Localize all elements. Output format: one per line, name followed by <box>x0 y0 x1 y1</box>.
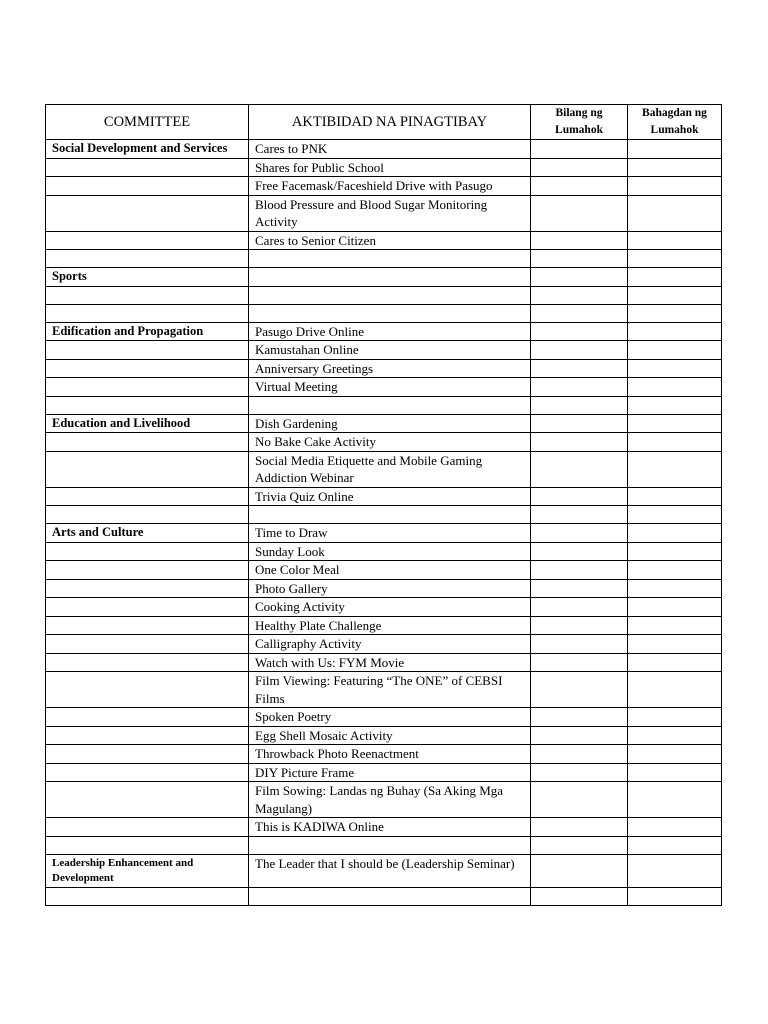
activity-cell: Cares to Senior Citizen <box>249 231 531 250</box>
participant-count-cell <box>531 887 628 905</box>
participant-percent-cell <box>628 854 722 887</box>
activity-cell: Film Viewing: Featuring “The ONE” of CEBSI Films <box>249 672 531 708</box>
table-row <box>46 140 722 159</box>
participant-percent-cell <box>628 177 722 196</box>
participant-percent-cell <box>628 158 722 177</box>
table-row <box>46 854 722 887</box>
participant-percent-header: Bahagdan ng Lumahok <box>628 105 722 140</box>
activity-cell: The Leader that I should be (Leadership Seminar) <box>249 854 531 887</box>
participant-count-cell <box>531 836 628 854</box>
table-row <box>46 524 722 543</box>
activity-header: AKTIBIDAD NA PINAGTIBAY <box>249 105 531 140</box>
committee-cell <box>46 561 249 580</box>
table-row <box>46 818 722 837</box>
participant-percent-cell <box>628 726 722 745</box>
activity-cell: Virtual Meeting <box>249 378 531 397</box>
participant-percent-cell <box>628 672 722 708</box>
participant-count-cell <box>531 231 628 250</box>
committee-cell <box>46 286 249 304</box>
participant-count-cell <box>531 177 628 196</box>
committee-cell <box>46 818 249 837</box>
table-row <box>46 195 722 231</box>
table-row <box>46 653 722 672</box>
committee-cell <box>46 598 249 617</box>
participant-count-cell <box>531 487 628 506</box>
participant-percent-cell <box>628 286 722 304</box>
participant-count-cell <box>531 818 628 837</box>
table-row <box>46 506 722 524</box>
table-row <box>46 745 722 764</box>
participant-percent-cell <box>628 433 722 452</box>
participant-percent-cell <box>628 745 722 764</box>
committee-cell <box>46 542 249 561</box>
committee-cell <box>46 763 249 782</box>
committee-cell <box>46 708 249 727</box>
participant-count-cell <box>531 726 628 745</box>
activity-cell <box>249 506 531 524</box>
activity-cell <box>249 250 531 268</box>
participant-percent-cell <box>628 268 722 287</box>
activity-cell: Cares to PNK <box>249 140 531 159</box>
participant-percent-cell <box>628 653 722 672</box>
table-row <box>46 322 722 341</box>
committee-cell <box>46 653 249 672</box>
participant-count-cell <box>531 396 628 414</box>
activity-cell: Dish Gardening <box>249 414 531 433</box>
table-row <box>46 359 722 378</box>
activity-table <box>45 104 722 906</box>
participant-count-cell <box>531 598 628 617</box>
participant-count-cell <box>531 304 628 322</box>
activity-cell: Shares for Public School <box>249 158 531 177</box>
table-row <box>46 836 722 854</box>
participant-percent-cell <box>628 231 722 250</box>
activity-cell: Social Media Etiquette and Mobile Gaming Addiction Webinar <box>249 451 531 487</box>
participant-percent-cell <box>628 250 722 268</box>
activity-cell: This is KADIWA Online <box>249 818 531 837</box>
committee-cell: Edification and Propagation <box>46 322 249 341</box>
table-row <box>46 542 722 561</box>
participant-percent-cell <box>628 378 722 397</box>
participant-count-cell <box>531 378 628 397</box>
participant-count-cell <box>531 414 628 433</box>
participant-count-cell <box>531 635 628 654</box>
participant-count-cell <box>531 506 628 524</box>
participant-percent-cell <box>628 561 722 580</box>
participant-percent-cell <box>628 304 722 322</box>
activity-cell: DIY Picture Frame <box>249 763 531 782</box>
committee-cell <box>46 396 249 414</box>
table-row <box>46 672 722 708</box>
table-row <box>46 635 722 654</box>
table-row <box>46 231 722 250</box>
participant-count-cell <box>531 158 628 177</box>
committee-cell <box>46 250 249 268</box>
participant-percent-cell <box>628 195 722 231</box>
activity-cell: No Bake Cake Activity <box>249 433 531 452</box>
activity-cell: Free Facemask/Faceshield Drive with Pasugo <box>249 177 531 196</box>
committee-cell <box>46 635 249 654</box>
table-row <box>46 616 722 635</box>
participant-percent-cell <box>628 341 722 360</box>
participant-count-cell <box>531 195 628 231</box>
table-row <box>46 304 722 322</box>
participant-count-cell <box>531 782 628 818</box>
activity-cell: Photo Gallery <box>249 579 531 598</box>
activity-cell <box>249 286 531 304</box>
participant-percent-cell <box>628 616 722 635</box>
committee-cell <box>46 231 249 250</box>
participant-percent-cell <box>628 763 722 782</box>
activity-cell: Blood Pressure and Blood Sugar Monitoring Activity <box>249 195 531 231</box>
committee-cell <box>46 726 249 745</box>
table-row <box>46 177 722 196</box>
participant-percent-cell <box>628 359 722 378</box>
participant-percent-cell <box>628 818 722 837</box>
table-row <box>46 763 722 782</box>
activity-cell <box>249 304 531 322</box>
table-row <box>46 286 722 304</box>
participant-count-cell <box>531 268 628 287</box>
activity-cell: Watch with Us: FYM Movie <box>249 653 531 672</box>
participant-count-cell <box>531 672 628 708</box>
table-row <box>46 341 722 360</box>
committee-cell <box>46 195 249 231</box>
committee-cell <box>46 433 249 452</box>
table-row <box>46 451 722 487</box>
activity-cell <box>249 396 531 414</box>
committee-cell <box>46 341 249 360</box>
activity-cell: Film Sowing: Landas ng Buhay (Sa Aking Mga Magulang) <box>249 782 531 818</box>
committee-cell <box>46 887 249 905</box>
activity-cell: Cooking Activity <box>249 598 531 617</box>
committee-cell <box>46 359 249 378</box>
table-row <box>46 487 722 506</box>
participant-count-header: Bilang ng Lumahok <box>531 105 628 140</box>
committee-cell <box>46 616 249 635</box>
participant-percent-cell <box>628 635 722 654</box>
table-row <box>46 887 722 905</box>
activity-cell <box>249 836 531 854</box>
activity-cell: Anniversary Greetings <box>249 359 531 378</box>
participant-count-cell <box>531 745 628 764</box>
committee-cell <box>46 487 249 506</box>
participant-count-cell <box>531 286 628 304</box>
committee-cell <box>46 506 249 524</box>
activity-cell: One Color Meal <box>249 561 531 580</box>
activity-cell: Egg Shell Mosaic Activity <box>249 726 531 745</box>
participant-percent-cell <box>628 414 722 433</box>
participant-percent-cell <box>628 506 722 524</box>
activity-cell: Kamustahan Online <box>249 341 531 360</box>
committee-cell: Social Development and Services <box>46 140 249 159</box>
participant-percent-cell <box>628 598 722 617</box>
table-row <box>46 378 722 397</box>
participant-percent-cell <box>628 887 722 905</box>
committee-cell <box>46 672 249 708</box>
participant-count-cell <box>531 579 628 598</box>
committee-cell: Arts and Culture <box>46 524 249 543</box>
participant-count-cell <box>531 763 628 782</box>
table-row <box>46 433 722 452</box>
table-row <box>46 250 722 268</box>
participant-percent-cell <box>628 451 722 487</box>
committee-cell <box>46 304 249 322</box>
table-row <box>46 268 722 287</box>
activity-cell: Pasugo Drive Online <box>249 322 531 341</box>
committee-cell <box>46 782 249 818</box>
committee-cell <box>46 378 249 397</box>
activity-cell: Trivia Quiz Online <box>249 487 531 506</box>
participant-percent-cell <box>628 782 722 818</box>
committee-header: COMMITTEE <box>46 105 249 140</box>
table-row <box>46 598 722 617</box>
committee-cell <box>46 177 249 196</box>
participant-percent-cell <box>628 487 722 506</box>
activity-cell: Time to Draw <box>249 524 531 543</box>
activity-cell <box>249 887 531 905</box>
participant-count-cell <box>531 322 628 341</box>
committee-cell <box>46 836 249 854</box>
activity-cell <box>249 268 531 287</box>
committee-cell <box>46 745 249 764</box>
committee-cell <box>46 451 249 487</box>
activity-cell: Sunday Look <box>249 542 531 561</box>
participant-count-cell <box>531 433 628 452</box>
participant-percent-cell <box>628 322 722 341</box>
participant-percent-cell <box>628 708 722 727</box>
participant-percent-cell <box>628 524 722 543</box>
table-row <box>46 782 722 818</box>
participant-count-cell <box>531 561 628 580</box>
table-row <box>46 708 722 727</box>
activity-cell: Calligraphy Activity <box>249 635 531 654</box>
activity-cell: Healthy Plate Challenge <box>249 616 531 635</box>
table-row <box>46 561 722 580</box>
participant-count-cell <box>531 616 628 635</box>
table-row <box>46 396 722 414</box>
table-row <box>46 726 722 745</box>
committee-cell: Sports <box>46 268 249 287</box>
table-row <box>46 158 722 177</box>
participant-percent-cell <box>628 542 722 561</box>
participant-count-cell <box>531 653 628 672</box>
participant-count-cell <box>531 140 628 159</box>
participant-count-cell <box>531 708 628 727</box>
activity-cell: Throwback Photo Reenactment <box>249 745 531 764</box>
participant-count-cell <box>531 524 628 543</box>
activity-cell: Spoken Poetry <box>249 708 531 727</box>
participant-count-cell <box>531 451 628 487</box>
committee-cell: Education and Livelihood <box>46 414 249 433</box>
committee-cell <box>46 158 249 177</box>
participant-count-cell <box>531 250 628 268</box>
table-row <box>46 579 722 598</box>
participant-percent-cell <box>628 140 722 159</box>
participant-count-cell <box>531 359 628 378</box>
participant-percent-cell <box>628 579 722 598</box>
participant-count-cell <box>531 854 628 887</box>
header-row <box>46 105 722 140</box>
participant-count-cell <box>531 341 628 360</box>
committee-cell: Leadership Enhancement and Development <box>46 854 249 887</box>
participant-count-cell <box>531 542 628 561</box>
participant-percent-cell <box>628 396 722 414</box>
table-row <box>46 414 722 433</box>
committee-cell <box>46 579 249 598</box>
participant-percent-cell <box>628 836 722 854</box>
